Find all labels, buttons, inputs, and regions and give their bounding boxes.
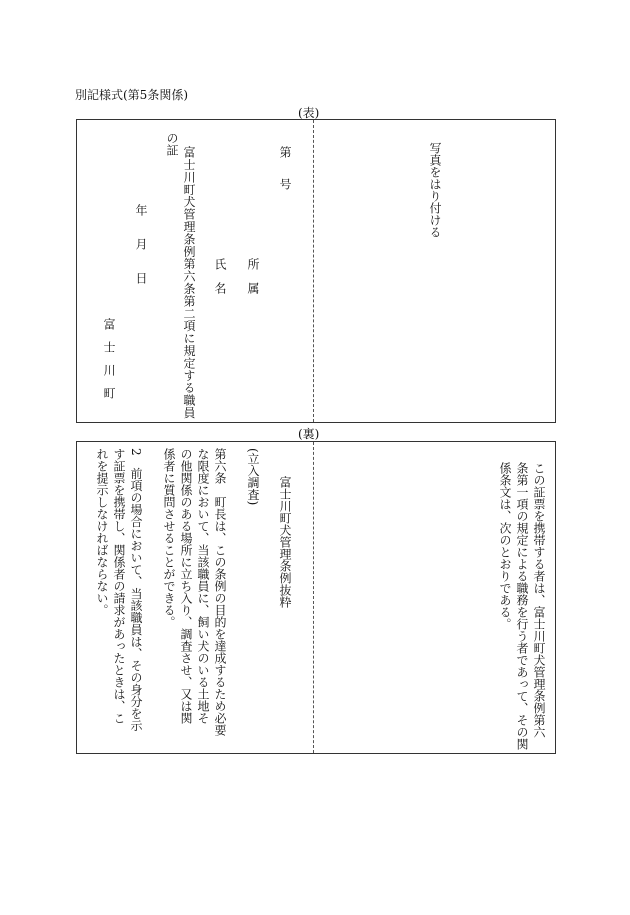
paragraph2-line: れを提示しなければならない。 [95, 448, 109, 616]
back-card [76, 441, 556, 754]
back-divider [313, 442, 314, 753]
certificate-line-2: の証 [165, 132, 179, 156]
article-line: 係者に質問させることができる。 [162, 448, 176, 628]
number-suffix: 号 [278, 178, 292, 190]
section-heading: (立入調査) [246, 448, 260, 506]
paragraph2-line: す証票を携帯し、関係者の請求があったときは、こ [112, 448, 126, 724]
back-label: (裏) [298, 427, 320, 441]
affiliation-label: 所 属 [246, 258, 260, 294]
article-line: な限度において、当該職員に、飼い犬のいる土地そ [196, 448, 210, 724]
name-label: 氏 名 [213, 258, 227, 294]
date-year: 年 [134, 204, 148, 216]
paragraph2-line: 2 前項の場合において、当該職員は、その身分を示 [129, 448, 143, 732]
intro-line: 条第一項の規定による職務を行う者であって、その関 [515, 462, 529, 750]
date-day: 日 [134, 272, 148, 284]
certificate-line-1: 富士川町犬管理条例第六条第二項に規定する職員 [182, 146, 196, 419]
intro-line: 係条文は、次のとおりである。 [498, 462, 512, 630]
front-divider [313, 120, 314, 422]
article-line: の他関係のある場所に立ち入り、調査させ、又は関 [179, 448, 193, 724]
article-line: 第六条 町長は、この条例の目的を達成するため必要 [213, 448, 227, 736]
issuer: 富士川町 [102, 318, 116, 410]
form-title: 別記様式(第5条関係) [75, 88, 188, 102]
number-prefix: 第 [278, 146, 292, 158]
intro-line: この証票を携帯する者は、富士川町犬管理条例第六 [532, 462, 546, 738]
front-label: (表) [298, 106, 320, 120]
front-card [76, 119, 556, 423]
excerpt-title: 富士川町犬管理条例抜粋 [278, 476, 292, 608]
photo-area-text: 写真をはり付ける [428, 142, 442, 238]
date-month: 月 [134, 238, 148, 250]
